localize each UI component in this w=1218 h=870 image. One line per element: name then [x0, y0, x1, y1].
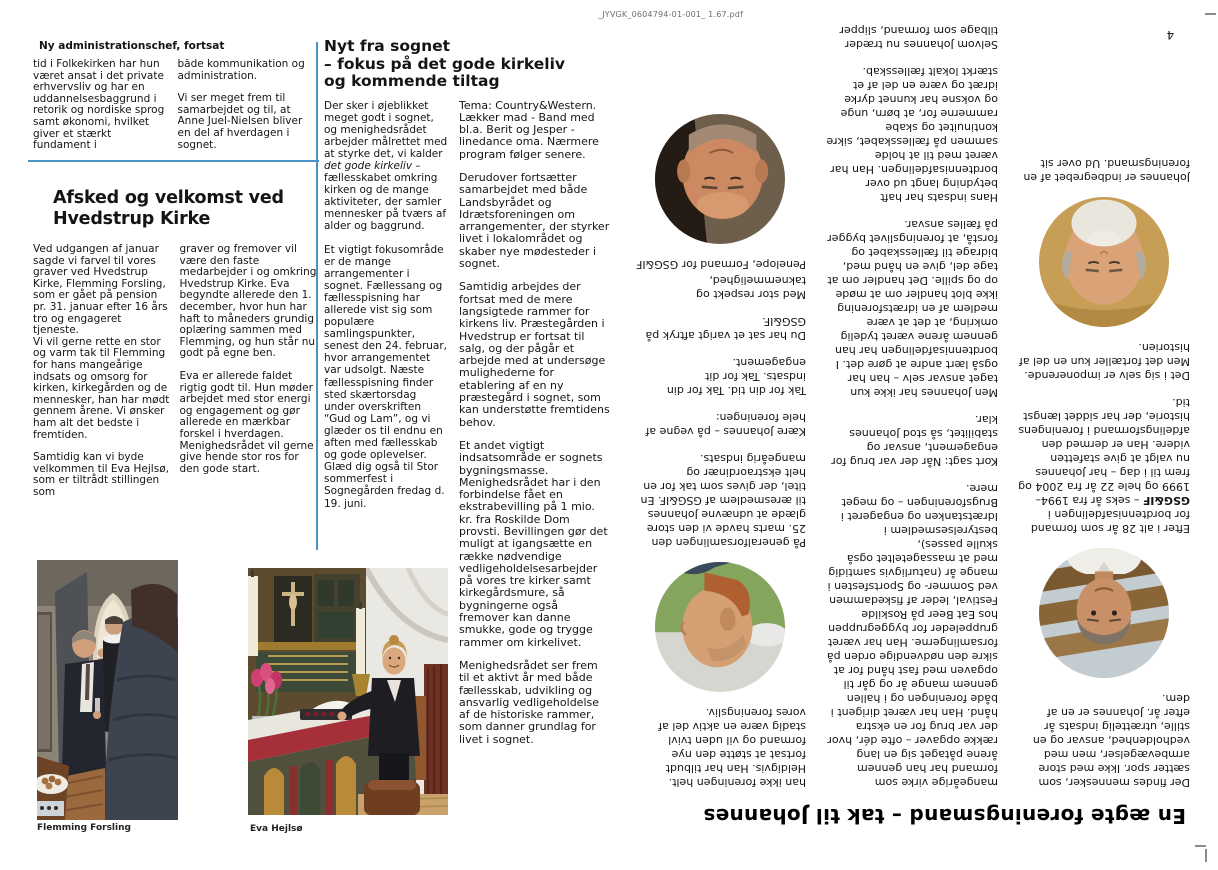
page-number: 4 — [1166, 28, 1174, 42]
paragraph: Kære Johannes – på vegne af hele foreningen: — [645, 411, 806, 438]
paragraph: Kort sagt: Når der var brug for engagement, ansvar og stabilitet, så stod Johannes klar. — [831, 413, 998, 468]
paragraph: Ved udgangen af januar sagde vi farvel til vores graver ved Hvedstrup Kirke, Flemming Forsling, som er gået på pension pr. 31. januar efter 16 års tro og engageret tjeneste. — [33, 244, 168, 337]
photo-johannes-outdoors — [1039, 548, 1169, 678]
farewell-heading: Afsked og velkomst ved Hvedstrup Kirke — [53, 188, 284, 229]
crop-mark-top-right — [1205, 13, 1216, 15]
paragraph: Tak for din tid. Tak for din indsats. Tak for dit engagement. — [666, 356, 806, 397]
paragraph: mangeårige virke som formand har han gennem årene påtaget sig en lang række opgaver – ofte dér, hvor der var brug for en ekstra hånd. Han har været dirigent i både foreningen og i hallen gennem mange år og går til opgaven med fast hånd for at sikre den nødvendige orden på forsamlingerne. Han har været gruppeleder for byggegruppen hos Eat Beer på Roskilde Festival, leder af fiskedammen ved Sommer- og Sportsfesten i mange år (naturligvis samtidig med at massageteltet også skulle passes), bestyrelsesmedlem i Idrætstanken og engageret i Brugsforeningen – og meget mere. — [826, 482, 998, 789]
photo-eva-altar — [248, 568, 448, 834]
paragraph: Eva er allerede faldet rigtig godt til. Hun møder arbejdet med stor energi og engagement og gør allerede en mærkbar forskel i hverdagen. Menighedsrådet vil gerne give hende stor ros for den gode start. — [179, 369, 314, 475]
paragraph: Selvom Johannes nu træder tilbage som formand, slipper — [839, 24, 998, 51]
paragraph: Vi vil gerne rette en stor og varm tak til Flemming for hans mangeårige indsats og omsorg for kirken, kirkegården og de mennesker, han har mødt gennem årene. Vi ønsker ham alt det bedste i fremtiden. — [33, 335, 170, 441]
tribute-column-1 — [1018, 10, 1190, 789]
paragraph: Glæd dig også til Stor sommerfest i Sognegården fredag d. 19. juni. — [324, 461, 445, 510]
paragraph: Tema: Country&Western. Lækker mad - Band med bl.a. Berit og Jesper - linedance oma. Nærmere program følger senere. — [459, 98, 599, 161]
right-page-content — [618, 16, 1198, 854]
portrait-graphic-profile — [655, 562, 785, 692]
paragraph: Johannes er indbegrebet af en foreningsmand. Ud over sit — [1023, 157, 1190, 184]
tribute-column-3 — [634, 10, 806, 789]
tribute-headline: En ægte foreningsmand – tak til Johannes — [703, 804, 1186, 828]
article-continued — [33, 40, 313, 163]
continued-column-1 — [33, 59, 169, 163]
club-name-bold: GSG&IF — [1142, 494, 1190, 507]
church-reception-photo-graphic — [37, 560, 178, 820]
parish-news-heading-line1: Nyt fra sognet — [324, 37, 451, 55]
farewell-column-2 — [180, 244, 318, 509]
tribute-column-3-rest — [634, 257, 806, 549]
right-page-rotated — [618, 16, 1198, 854]
paragraph: Det i sig selv er imponerende. Men det fortæller kun en del af historien. — [1018, 341, 1190, 382]
paragraph: Vi ser meget frem til samarbejdet og til, at Anne Juel-Nielsen bliver en del af hverdagen i sognet. — [177, 92, 303, 151]
paragraph: Samtidig kan vi byde velkommen til Eva Hejlsø, som er tiltrådt stillingen som — [33, 451, 169, 498]
paragraph: Et andet vigtigt indsatsområde er sognets bygningsmasse. Menighedsrådet har i den forbindelse fået en ekstrabevilling på 1 mio. kr. fra Roskilde Dom provsti. Bevillingen gør det muligt at igangsætte en række nødvendige vedligeholdelsesarbejder på vores tre kirker samt kirkegårdsmure, så bygningerne også fremover kan danne smukke, gode og trygge rammer om kirkelivet. — [459, 438, 608, 649]
paragraph: graver og fremover vil være den faste medarbejder i og omkring Hvedstrup Kirke. Eva begyndte allerede den 1. december, hvor hun har haft to måneders grundig oplæring sammen med Flemming, og hun står nu godt på egne ben. — [179, 244, 317, 360]
portrait-graphic-outdoors — [1039, 548, 1169, 678]
paragraph — [324, 100, 449, 233]
paragraph: både kommunikation og administration. — [177, 59, 305, 82]
photo-johannes-profile — [655, 562, 785, 692]
parish-news-heading-line3: og kommende tiltag — [324, 72, 500, 90]
paragraph: Penelope, Formand for GSG&IF — [636, 258, 806, 271]
paragraph-text: – fællesskabet omkring kirken og de mange aktiviteter, der samler mennesker på tværs af alder og baggrund. — [324, 159, 447, 233]
article-farewell — [33, 188, 317, 509]
paragraph: Du har sat et varigt aftryk på GSG&IF. — [645, 315, 806, 342]
paragraph: Samtidig arbejdes der fortsat med de mere langsigtede rammer for kirkens liv. Præstegården i Hvedstrup er fortsat til salg, og der pågår et arbejde med at undersøge mulighederne for etablering af en ny præstegård i sognet, som kan understøtte fremtidens behov. — [459, 280, 610, 429]
farewell-column-1 — [33, 244, 171, 509]
photo-johannes-beard-closeup — [1039, 197, 1169, 327]
tribute-column-2 — [826, 10, 998, 789]
article-continued-heading: Ny administrationschef, fortsat — [39, 40, 225, 52]
paragraph: På generalforsamlingen den 25. marts havde vi den store glæde at udnævne Johannes til æresmedlem af GSG&IF. En titel, der gives som tak for en helt ekstraordinær og mangeårig indsats. — [640, 452, 806, 549]
paragraph: Derudover fortsætter samarbejdet med både Landsbyrådet og Idrætsforeningen om arrangementer, der styrker livet i lokalområdet og skaber nye mødesteder i sognet. — [459, 170, 610, 271]
paragraph — [1018, 395, 1190, 535]
paragraph: tid i Folkekirken har hun været ansat i det private erhvervsliv og har en uddannelsesbaggrund i retorik og nordiske sprog samt økonomi, hvilket giver et stærkt fundament i — [33, 59, 165, 152]
emphasized-phrase: det gode kirkeliv — [324, 159, 413, 172]
photo-caption-flemming: Flemming Forsling — [37, 823, 131, 833]
parish-news-heading — [324, 38, 610, 91]
parish-news-column-2 — [459, 100, 610, 758]
paragraph: Et vigtigt fokusområde er de mange arrangementer i sognet. Fællessang og fællesspisning har allerede vist sig som populære samlingspunkter, senest den 24. februar, hvor arrangementet var udsolgt. Næste fællesspisning finder sted skærtorsdag under overskriften “Gud og Lam”, og vi glæder os til endnu en aften med fællesskab og gode oplevelser. — [324, 243, 448, 462]
filename-slug: _JYVGK_0604794-01-001_ 1.67.pdf — [598, 10, 744, 19]
paragraph: Med stor respekt og taknemmelighed, — [696, 274, 806, 301]
photo-flemming-reception — [37, 560, 178, 833]
paragraph: Men Johannes har ikke kun taget ansvar selv – han har også lært andre at gøre det. I bordtennisafdelingen har han gennem årene været tydelig omkring, at det at være medlem af en idrætsforening ikke blot handler om at møde op og spille. Det handler om at tage del, give en hånd med, bidrage til fællesskabet og forstå, at foreningslivet bygger på fælles ansvar. — [827, 218, 998, 399]
paragraph-text: Efter i alt 28 år som formand for bordtennisafdelingen i — [1030, 508, 1190, 535]
paragraph: Der findes mennesker, som sætter spor. Ikke med store armbevægelser, men med vedholdenhed, ansvar og en stille, utrættelig indsats år efter år. Johannes er en af dem. — [1032, 692, 1190, 789]
paragraph-text: – seks år fra 1994–1999 og hele 22 år fra 2004 og frem til i dag – har Johannes nu valgt at give stafetten videre. Han er dermed den afdelingsformand i foreningens historie, der har siddet længst tid. — [1018, 396, 1190, 507]
paragraph: Menighedsrådet ser frem til et aktivt år med både fællesskab, udvikling og ansvarlig vedligeholdelse af de historiske rammer, som danner grundlag for livet i sognet. — [459, 658, 599, 746]
portrait-graphic-bald — [655, 114, 785, 244]
altar-photo-graphic — [248, 568, 448, 815]
blue-horizontal-rule — [28, 160, 319, 162]
photo-bald-man-closeup — [655, 114, 785, 244]
continued-column-2 — [178, 59, 314, 163]
crop-mark-bottom-right-v — [1205, 849, 1207, 862]
parish-news-heading-line2: – fokus på det gode kirkeliv — [324, 54, 566, 73]
paragraph-text: Der sker i øjeblikket meget godt i sognet, og menighedsrådet arbejder målrettet med at styrke det, vi kalder — [324, 99, 448, 160]
photo-caption-eva: Eva Hejlsø — [250, 824, 303, 834]
portrait-graphic-white-beard — [1039, 197, 1169, 327]
paragraph: han ikke foreningen helt. Heldigvis. Han har tilbudt fortsat at støtte den nye formand og vil uden tvivl stadig være en aktiv del af vores foreningsliv. — [658, 706, 806, 789]
paragraph: Hans indsats har haft betydning langt ud over bordtennisafdelingen. Han har været med til at holde sammen på fællesskabet, sikre kontinuitet og skabe rammerne for, at børn, unge og voksne har kunnet dyrke idræt og være en del af et stærkt lokalt fællesskab. — [826, 65, 998, 204]
